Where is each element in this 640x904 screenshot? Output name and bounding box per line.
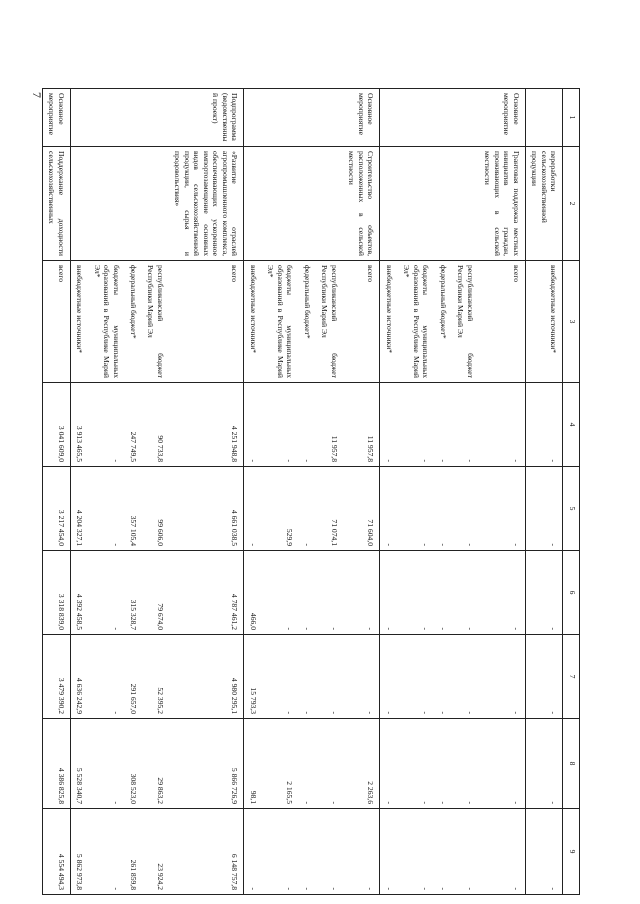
amount-cell: - (343, 809, 380, 895)
amount-cell: - (262, 551, 298, 635)
amount-cell: 5 862 973,8 (70, 809, 88, 895)
amount-cell: - (452, 551, 479, 635)
amount-cell: 2 165,5 (262, 719, 298, 809)
amount-cell: - (298, 719, 315, 809)
table-row (169, 89, 244, 895)
amount-cell: 3 479 390,2 (42, 635, 70, 719)
amount-cell: 3 041 609,0 (42, 383, 70, 467)
row-type-cell (298, 89, 315, 147)
amount-cell: 4 661 038,5 (169, 467, 244, 551)
row-type-cell (452, 89, 479, 147)
amount-cell: 29 863,2 (142, 719, 169, 809)
amount-cell: - (343, 551, 380, 635)
amount-cell: 71 074,1 (316, 467, 343, 551)
amount-cell: - (298, 383, 315, 467)
amount-cell: - (298, 551, 315, 635)
funding-source-cell: федеральный бюджет* (125, 261, 142, 383)
amount-cell: 4 980 295,1 (169, 635, 244, 719)
amount-cell: - (452, 383, 479, 467)
amount-cell: 15 793,3 (244, 635, 262, 719)
amount-cell: - (380, 809, 398, 895)
page-number: 7 (30, 92, 44, 98)
amount-cell: 315 328,7 (125, 551, 142, 635)
table-row (298, 89, 315, 895)
amount-cell: 4 251 948,8 (169, 383, 244, 467)
amount-cell: 466,0 (244, 551, 262, 635)
row-type-cell (380, 89, 398, 147)
row-type-cell (398, 89, 434, 147)
amount-cell: - (88, 719, 124, 809)
table-row (316, 89, 343, 895)
table-row (434, 89, 451, 895)
row-title-cell: Поддержание доходности сельскохозяйственных (42, 147, 70, 261)
row-title-cell: Строительство объектов, расположенных в сельской местности (343, 147, 380, 261)
table-row (343, 89, 380, 895)
table-row (525, 89, 562, 895)
column-header: 5 (563, 467, 580, 551)
budget-table (42, 88, 580, 895)
amount-cell: 79 674,0 (142, 551, 169, 635)
amount-cell: - (479, 467, 525, 551)
amount-cell: - (398, 635, 434, 719)
funding-source-cell: республиканский бюджет Республики Марий Эл (142, 261, 169, 383)
amount-cell: 4 554 494,3 (42, 809, 70, 895)
row-title-cell (142, 147, 169, 261)
row-type-cell (316, 89, 343, 147)
table-row (479, 89, 525, 895)
row-title-cell (244, 147, 262, 261)
row-title-cell (398, 147, 434, 261)
amount-cell: 4 787 461,2 (169, 551, 244, 635)
amount-cell: 3 913 465,5 (70, 383, 88, 467)
column-header: 8 (563, 719, 580, 809)
amount-cell: - (525, 809, 562, 895)
amount-cell: - (380, 719, 398, 809)
funding-source-cell: республиканский бюджет Республики Марий Эл (316, 261, 343, 383)
row-title-cell (316, 147, 343, 261)
row-type-cell: Основное мероприятие (479, 89, 525, 147)
amount-cell: - (244, 809, 262, 895)
amount-cell: 3 318 839,0 (42, 551, 70, 635)
amount-cell: - (434, 719, 451, 809)
amount-cell: - (525, 719, 562, 809)
amount-cell: - (525, 467, 562, 551)
column-header: 2 (563, 147, 580, 261)
amount-cell: - (434, 809, 451, 895)
row-title-cell (380, 147, 398, 261)
row-title-cell (88, 147, 124, 261)
amount-cell: - (316, 719, 343, 809)
amount-cell: - (298, 809, 315, 895)
amount-cell: 5 528 340,7 (70, 719, 88, 809)
funding-source-cell: всего (42, 261, 70, 383)
amount-cell: - (434, 467, 451, 551)
amount-cell: - (479, 635, 525, 719)
row-type-cell (525, 89, 562, 147)
amount-cell: - (88, 467, 124, 551)
row-title-cell (262, 147, 298, 261)
amount-cell: - (88, 383, 124, 467)
amount-cell: - (525, 635, 562, 719)
amount-cell: - (380, 551, 398, 635)
rotated-table-sheet (47, 88, 580, 894)
amount-cell: 23 924,2 (142, 809, 169, 895)
amount-cell: - (380, 383, 398, 467)
amount-cell: - (452, 635, 479, 719)
funding-source-cell: всего (479, 261, 525, 383)
row-type-cell (434, 89, 451, 147)
amount-cell: 3 217 454,0 (42, 467, 70, 551)
amount-cell: 4 204 327,1 (70, 467, 88, 551)
amount-cell: - (88, 551, 124, 635)
amount-cell: - (380, 467, 398, 551)
amount-cell: - (244, 467, 262, 551)
row-type-cell (244, 89, 262, 147)
amount-cell: - (262, 383, 298, 467)
amount-cell: - (525, 551, 562, 635)
row-type-cell: Подпрограмма (ведомственный проект) (169, 89, 244, 147)
table-row (452, 89, 479, 895)
amount-cell: - (398, 467, 434, 551)
amount-cell: - (452, 719, 479, 809)
funding-source-cell: внебюджетные источники* (380, 261, 398, 383)
table-row (42, 89, 70, 895)
row-type-cell (70, 89, 88, 147)
row-type-cell (262, 89, 298, 147)
funding-source-cell: внебюджетные источники* (70, 261, 88, 383)
amount-cell: - (479, 719, 525, 809)
row-type-cell: Основное мероприятие (42, 89, 70, 147)
column-header: 7 (563, 635, 580, 719)
amount-cell: - (244, 383, 262, 467)
amount-cell: - (316, 551, 343, 635)
amount-cell: - (380, 635, 398, 719)
row-type-cell (142, 89, 169, 147)
amount-cell: 90 733,8 (142, 383, 169, 467)
amount-cell: 247 749,5 (125, 383, 142, 467)
amount-cell: - (434, 635, 451, 719)
amount-cell: - (398, 719, 434, 809)
amount-cell: 4 386 825,8 (42, 719, 70, 809)
column-header: 3 (563, 261, 580, 383)
table-row (244, 89, 262, 895)
funding-source-cell: внебюджетные источники* (244, 261, 262, 383)
amount-cell: - (434, 551, 451, 635)
amount-cell: - (88, 809, 124, 895)
funding-source-cell: бюджеты муниципальных образований в Республике Марий Эл* (262, 261, 298, 383)
amount-cell: - (452, 467, 479, 551)
table-row (142, 89, 169, 895)
funding-source-cell: всего (343, 261, 380, 383)
row-title-cell: переработки сельскохозяйственной продукции (525, 147, 562, 261)
row-title-cell (125, 147, 142, 261)
amount-cell: 52 395,2 (142, 635, 169, 719)
funding-source-cell: республиканский бюджет Республики Марий Эл (452, 261, 479, 383)
amount-cell: 4 636 242,9 (70, 635, 88, 719)
amount-cell: - (398, 383, 434, 467)
amount-cell: 11 957,8 (316, 383, 343, 467)
amount-cell: - (479, 551, 525, 635)
table-row (262, 89, 298, 895)
funding-source-cell: федеральный бюджет* (434, 261, 451, 383)
amount-cell: - (398, 551, 434, 635)
column-header: 4 (563, 383, 580, 467)
funding-source-cell: федеральный бюджет* (298, 261, 315, 383)
row-title-cell (70, 147, 88, 261)
column-header: 9 (563, 809, 580, 895)
amount-cell: - (398, 809, 434, 895)
amount-cell: 99 606,0 (142, 467, 169, 551)
amount-cell: 529,9 (262, 467, 298, 551)
amount-cell: 5 866 726,9 (169, 719, 244, 809)
table-row (70, 89, 88, 895)
table-row (398, 89, 434, 895)
amount-cell: 11 957,8 (343, 383, 380, 467)
amount-cell: 2 263,6 (343, 719, 380, 809)
funding-source-cell: всего (169, 261, 244, 383)
amount-cell: 6 148 757,8 (169, 809, 244, 895)
table-row (88, 89, 124, 895)
amount-cell: 261 859,8 (125, 809, 142, 895)
amount-cell: 357 105,4 (125, 467, 142, 551)
row-title-cell (434, 147, 451, 261)
column-header: 1 (563, 89, 580, 147)
amount-cell: - (262, 635, 298, 719)
amount-cell: - (479, 383, 525, 467)
funding-source-cell: внебюджетные источники* (525, 261, 562, 383)
amount-cell: - (343, 635, 380, 719)
amount-cell: 291 657,0 (125, 635, 142, 719)
row-title-cell (298, 147, 315, 261)
amount-cell: - (298, 635, 315, 719)
amount-cell: - (525, 383, 562, 467)
row-type-cell (88, 89, 124, 147)
funding-source-cell: бюджеты муниципальных образований в Республике Марий Эл* (398, 261, 434, 383)
amount-cell: - (434, 383, 451, 467)
amount-cell: 4 392 458,5 (70, 551, 88, 635)
amount-cell: - (262, 809, 298, 895)
table-row (125, 89, 142, 895)
row-type-cell: Основное мероприятие (343, 89, 380, 147)
column-header: 6 (563, 551, 580, 635)
amount-cell: 98,1 (244, 719, 262, 809)
row-title-cell: «Развитие отраслей агропромышленного комплекса, обеспечивающих ускоренное импортозамещение основных видов сельскохозяйственной продукции, сырья и продовольствия» (169, 147, 244, 261)
header-row (563, 89, 580, 895)
row-type-cell (125, 89, 142, 147)
amount-cell: 308 523,0 (125, 719, 142, 809)
amount-cell: 71 604,0 (343, 467, 380, 551)
amount-cell: - (452, 809, 479, 895)
amount-cell: - (88, 635, 124, 719)
amount-cell: - (479, 809, 525, 895)
row-title-cell: Грантовая поддержка местных инициатив граждан, проживающих в сельской местности (479, 147, 525, 261)
amount-cell: - (316, 809, 343, 895)
row-title-cell (452, 147, 479, 261)
funding-source-cell: бюджеты муниципальных образований в Республике Марий Эл* (88, 261, 124, 383)
amount-cell: - (298, 467, 315, 551)
table-row (380, 89, 398, 895)
amount-cell: - (316, 635, 343, 719)
